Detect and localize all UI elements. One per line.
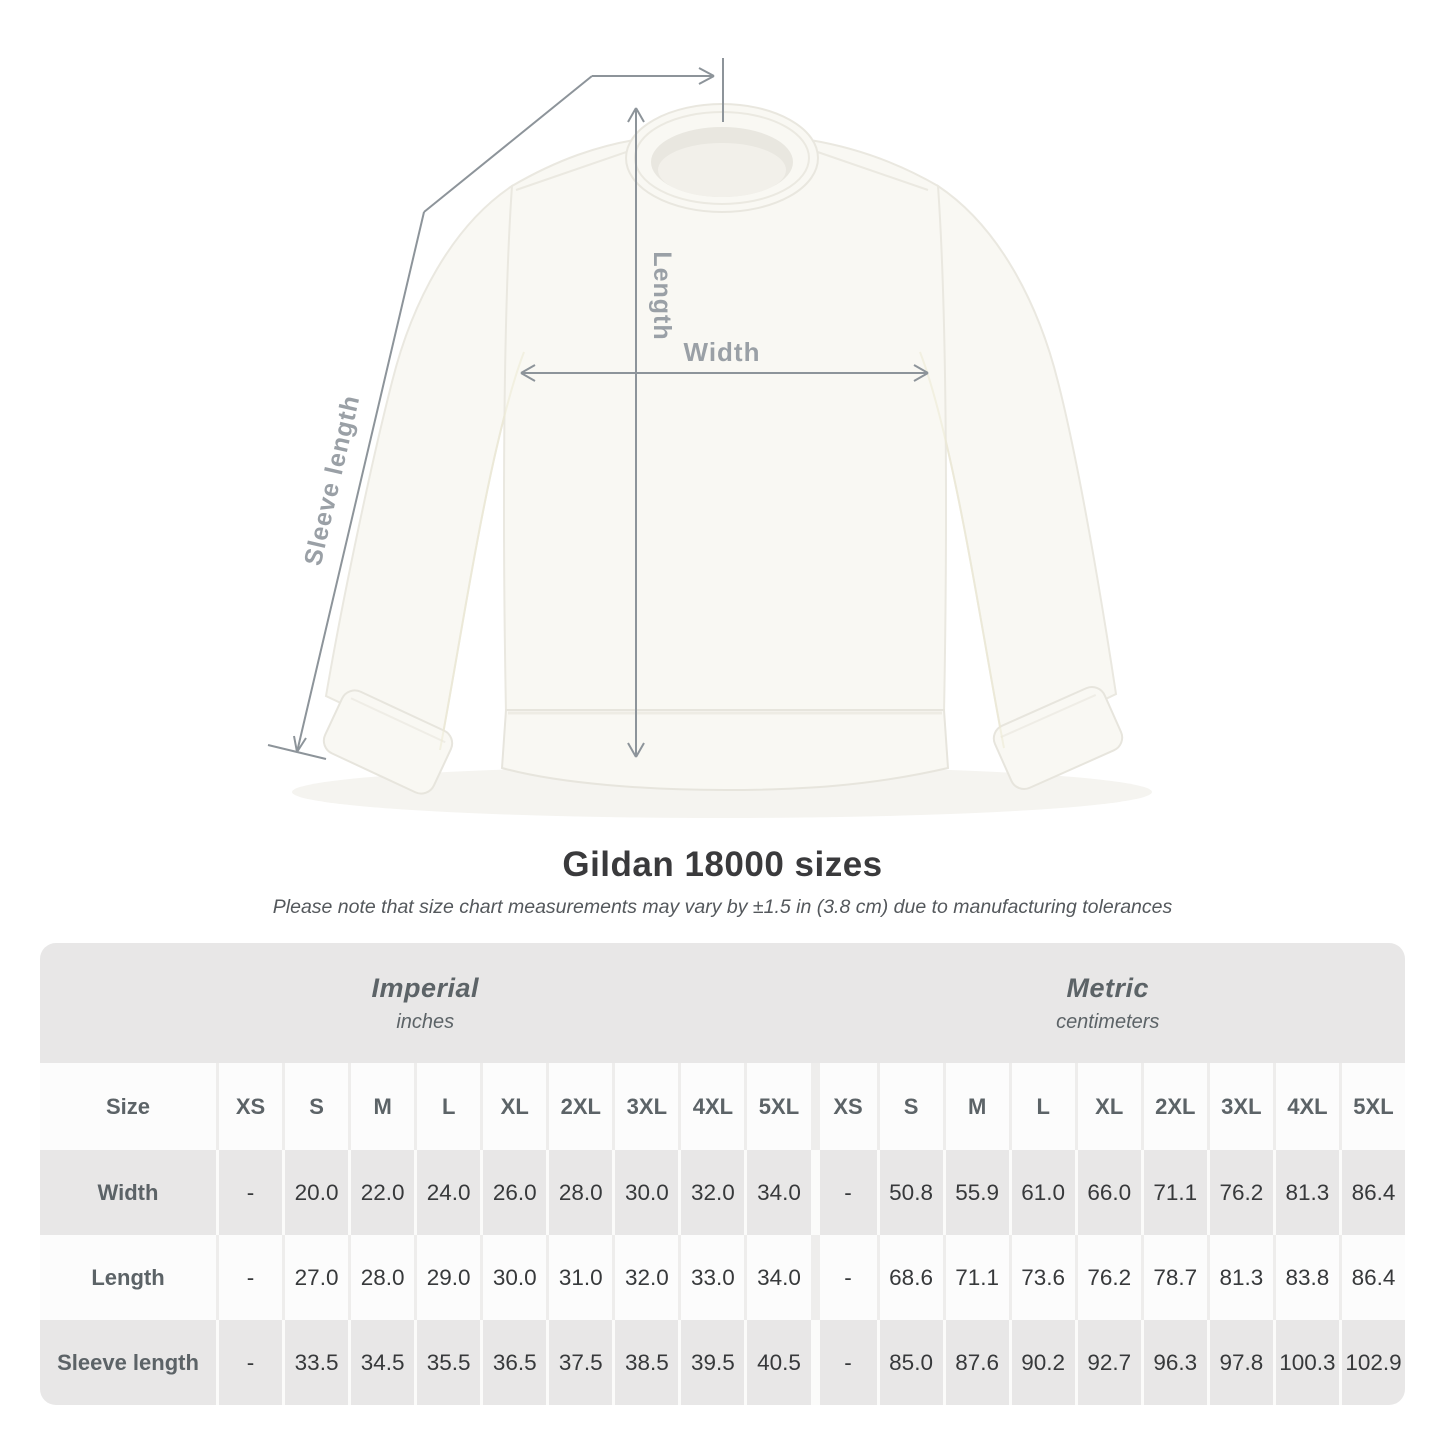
collar-inner-shade [658,143,786,197]
value-cell: 32.0 [612,1235,678,1320]
value-cell: 73.6 [1009,1235,1075,1320]
value-cell: 34.5 [348,1320,414,1405]
size-header-imperial-xl: XL [480,1063,546,1150]
value-cell: 37.5 [546,1320,612,1405]
unit-sub-imperial: inches [396,1010,455,1033]
value-cell: 34.0 [744,1235,810,1320]
size-header-metric-4xl: 4XL [1273,1063,1339,1150]
width-label: Width [683,337,761,367]
size-header-metric-xs: XS [811,1063,877,1150]
value-cell: 97.8 [1207,1320,1273,1405]
value-cell: 30.0 [612,1150,678,1235]
measure-row-0 [40,1150,1405,1235]
value-cell: 61.0 [1009,1150,1075,1235]
value-cell: 40.5 [744,1320,810,1405]
value-cell: 86.4 [1339,1235,1405,1320]
value-cell: 20.0 [282,1150,348,1235]
value-cell: 83.8 [1273,1235,1339,1320]
value-cell: - [216,1320,282,1405]
value-cell: 100.3 [1273,1320,1339,1405]
value-cell: 33.0 [678,1235,744,1320]
value-cell: 81.3 [1273,1150,1339,1235]
value-cell: - [811,1150,877,1235]
size-header-imperial-l: L [414,1063,480,1150]
sleeve-left [326,186,524,750]
measure-row-2 [40,1320,1405,1405]
value-cell: 36.5 [480,1320,546,1405]
row-label-width: Width [97,1179,159,1205]
page-title: Gildan 18000 sizes [562,845,883,884]
disclaimer: Please note that size chart measurements may vary by ±1.5 in (3.8 cm) due to manufacturing tolerances [272,896,1173,918]
unit-sub-metric: centimeters [1056,1010,1160,1033]
value-cell: 85.0 [877,1320,943,1405]
size-header-metric-xl: XL [1075,1063,1141,1150]
measure-row-1 [40,1235,1405,1320]
size-header-metric-2xl: 2XL [1141,1063,1207,1150]
value-cell: 78.7 [1141,1235,1207,1320]
value-cell: 76.2 [1207,1150,1273,1235]
value-cell: 71.1 [943,1235,1009,1320]
value-cell: 55.9 [943,1150,1009,1235]
waistband [502,710,948,790]
size-header-imperial-2xl: 2XL [546,1063,612,1150]
unit-name-imperial: Imperial [371,972,480,1003]
unit-group-imperial [40,943,811,1063]
unit-group-metric [811,943,1406,1063]
size-header-imperial-3xl: 3XL [612,1063,678,1150]
size-header-imperial-s: S [282,1063,348,1150]
value-cell: 68.6 [877,1235,943,1320]
size-header-imperial-5xl: 5XL [744,1063,810,1150]
value-cell: 31.0 [546,1235,612,1320]
size-header-metric-5xl: 5XL [1339,1063,1405,1150]
units-band [40,943,1405,1063]
value-cell: 102.9 [1339,1320,1405,1405]
unit-name-metric: Metric [1066,972,1150,1003]
value-cell: 24.0 [414,1150,480,1235]
value-cell: 28.0 [348,1235,414,1320]
row-label-length: Length [91,1264,165,1290]
row-label-sleeve-length: Sleeve length [57,1349,199,1375]
value-cell: 81.3 [1207,1235,1273,1320]
size-header-imperial-m: M [348,1063,414,1150]
value-cell: 92.7 [1075,1320,1141,1405]
value-cell: 38.5 [612,1320,678,1405]
size-header-metric-3xl: 3XL [1207,1063,1273,1150]
value-cell: - [811,1320,877,1405]
value-cell: 71.1 [1141,1150,1207,1235]
value-cell: 28.0 [546,1150,612,1235]
value-cell: 87.6 [943,1320,1009,1405]
size-header-metric-s: S [877,1063,943,1150]
sweatshirt-body [504,140,946,714]
value-cell: 22.0 [348,1150,414,1235]
sleeve-length-label: Sleeve length [298,392,366,569]
value-cell: 30.0 [480,1235,546,1320]
value-cell: 33.5 [282,1320,348,1405]
size-header-metric-l: L [1009,1063,1075,1150]
value-cell: 32.0 [678,1150,744,1235]
size-header-imperial-4xl: 4XL [678,1063,744,1150]
value-cell: 26.0 [480,1150,546,1235]
value-cell: 86.4 [1339,1150,1405,1235]
value-cell: 39.5 [678,1320,744,1405]
value-cell: 29.0 [414,1235,480,1320]
length-label: Length [648,251,676,341]
value-cell: 34.0 [744,1150,810,1235]
size-table [40,943,1405,1405]
value-cell: 66.0 [1075,1150,1141,1235]
value-cell: - [216,1150,282,1235]
value-cell: - [216,1235,282,1320]
value-cell: 76.2 [1075,1235,1141,1320]
value-cell: 27.0 [282,1235,348,1320]
value-cell: 35.5 [414,1320,480,1405]
value-cell: 90.2 [1009,1320,1075,1405]
value-cell: - [811,1235,877,1320]
sleeve-right [920,186,1116,748]
size-header-metric-m: M [943,1063,1009,1150]
value-cell: 50.8 [877,1150,943,1235]
value-cell: 96.3 [1141,1320,1207,1405]
size-column-label: Size [105,1093,151,1119]
size-header-imperial-xs: XS [216,1063,282,1150]
size-header-row [40,1063,1405,1150]
